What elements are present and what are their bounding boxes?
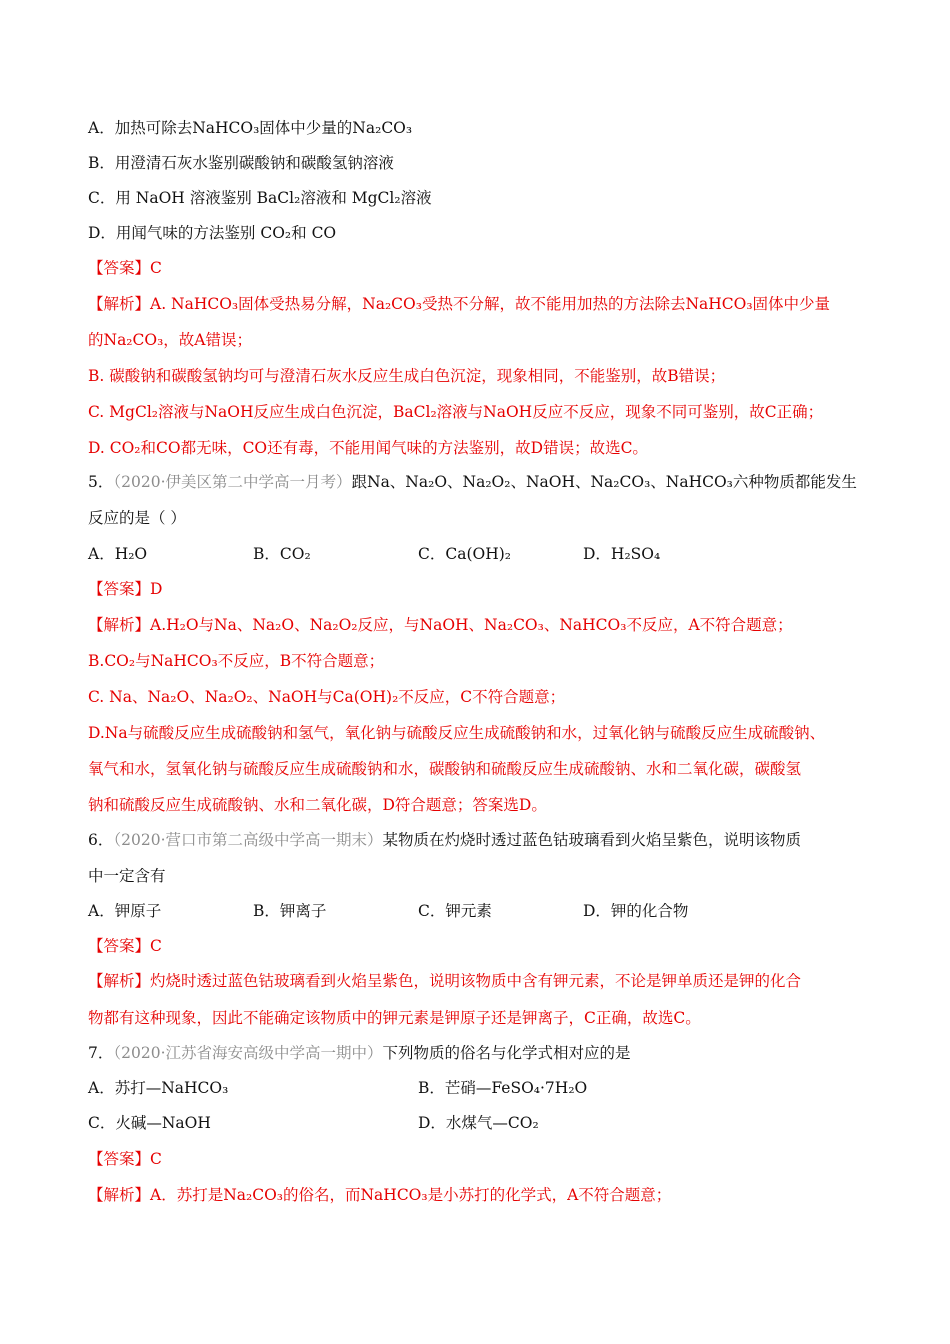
q5-analysis-line: C. Na、Na₂O、Na₂O₂、NaOH与Ca(OH)₂不反应，C不符合题意； [88,688,566,706]
q7-option-b: B．芒硝—FeSO₄·7H₂O [418,1079,588,1097]
q6-number: 6． [88,831,114,849]
q5-option-d: D．H₂SO₄ [583,545,661,563]
q5-analysis-line: D.Na与硫酸反应生成硫酸钠和氢气，氧化钠与硫酸反应生成硫酸钠和水，过氧化钠与硫酸反应生成硫酸钠、 [88,724,826,742]
q5-option-c: C．Ca(OH)₂ [418,545,511,563]
q7-stem [88,1042,631,1064]
q4-option-a: A．加热可除去NaHCO₃固体中少量的Na₂CO₃ [88,119,413,137]
q6-answer: 【答案】C [88,937,162,955]
q4-analysis-line: 【解析】A. NaHCO₃固体受热易分解，Na₂CO₃受热不分解，故不能用加热的方法除去NaHCO₃固体中少量 [88,295,831,313]
q5-analysis-line: 【解析】A.H₂O与Na、Na₂O、Na₂O₂反应，与NaOH、Na₂CO₃、NaHCO₃不反应，A不符合题意； [88,616,793,634]
q6-stem [88,829,801,851]
q6-source: （2020·营口市第二高级中学高一期末） [113,831,383,849]
q7-answer: 【答案】C [88,1150,162,1168]
q5-answer: 【答案】D [88,580,163,598]
q4-analysis-line: C. MgCl₂溶液与NaOH反应生成白色沉淀，BaCl₂溶液与NaOH反应不反应，现象不同可鉴别，故C正确； [88,403,824,421]
q6-stem-text: 某物质在灼烧时透过蓝色钴玻璃看到火焰呈紫色，说明该物质 [382,831,802,849]
q5-analysis-line: 钠和硫酸反应生成硫酸钠、水和二氧化碳，D符合题意；答案选D。 [88,796,547,814]
q6-option-a: A．钾原子 [88,902,162,920]
q4-answer: 【答案】C [88,259,162,277]
q7-option-a: A．苏打—NaHCO₃ [88,1079,229,1097]
q7-analysis-line: 【解析】A．苏打是Na₂CO₃的俗名，而NaHCO₃是小苏打的化学式，A不符合题意； [88,1186,672,1204]
q4-analysis-line: D. CO₂和CO都无味，CO还有毒，不能用闻气味的方法鉴别，故D错误；故选C。 [88,439,648,457]
q5-option-a: A．H₂O [88,545,148,563]
q5-stem-continued: 反应的是（ ） [88,509,186,527]
q7-number: 7． [88,1044,114,1062]
q5-analysis-line: 氧气和水，氢氧化钠与硫酸反应生成硫酸钠和水，碳酸钠和硫酸反应生成硫酸钠、水和二氧化碳，碳酸氢 [88,760,802,778]
q7-option-d: D．水煤气—CO₂ [418,1114,539,1132]
q6-option-c: C．钾元素 [418,902,492,920]
q5-number: 5． [88,473,114,491]
q5-analysis-line: B.CO₂与NaHCO₃不反应，B不符合题意； [88,652,385,670]
q4-option-b: B．用澄清石灰水鉴别碳酸钠和碳酸氢钠溶液 [88,154,394,172]
q4-analysis-line: 的Na₂CO₃，故A错误； [88,331,252,349]
q5-option-b: B．CO₂ [253,545,311,563]
q4-option-d: D．用闻气味的方法鉴别 CO₂和 CO [88,224,337,242]
q6-option-d: D．钾的化合物 [583,902,689,920]
q6-stem-continued: 中一定含有 [88,867,166,885]
q5-source: （2020·伊美区第二中学高一月考） [113,473,352,491]
q5-stem-text: 跟Na、Na₂O、Na₂O₂、NaOH、Na₂CO₃、NaHCO₃六种物质都能发生 [351,473,857,491]
q6-analysis-line: 【解析】灼烧时透过蓝色钴玻璃看到火焰呈紫色，说明该物质中含有钾元素，不论是钾单质还是钾的化合 [88,972,802,990]
q6-option-b: B．钾离子 [253,902,327,920]
q7-stem-text: 下列物质的俗名与化学式相对应的是 [382,1044,631,1062]
q7-option-c: C．火碱—NaOH [88,1114,211,1132]
q4-option-c: C．用 NaOH 溶液鉴别 BaCl₂溶液和 MgCl₂溶液 [88,189,432,207]
q6-analysis-line: 物都有这种现象，因此不能确定该物质中的钾元素是钾原子还是钾离子，C正确，故选C。 [88,1009,701,1027]
q5-stem [88,471,857,493]
q4-analysis-line: B. 碳酸钠和碳酸氢钠均可与澄清石灰水反应生成白色沉淀，现象相同，不能鉴别，故B错误； [88,367,726,385]
q7-source: （2020·江苏省海安高级中学高一期中） [113,1044,383,1062]
